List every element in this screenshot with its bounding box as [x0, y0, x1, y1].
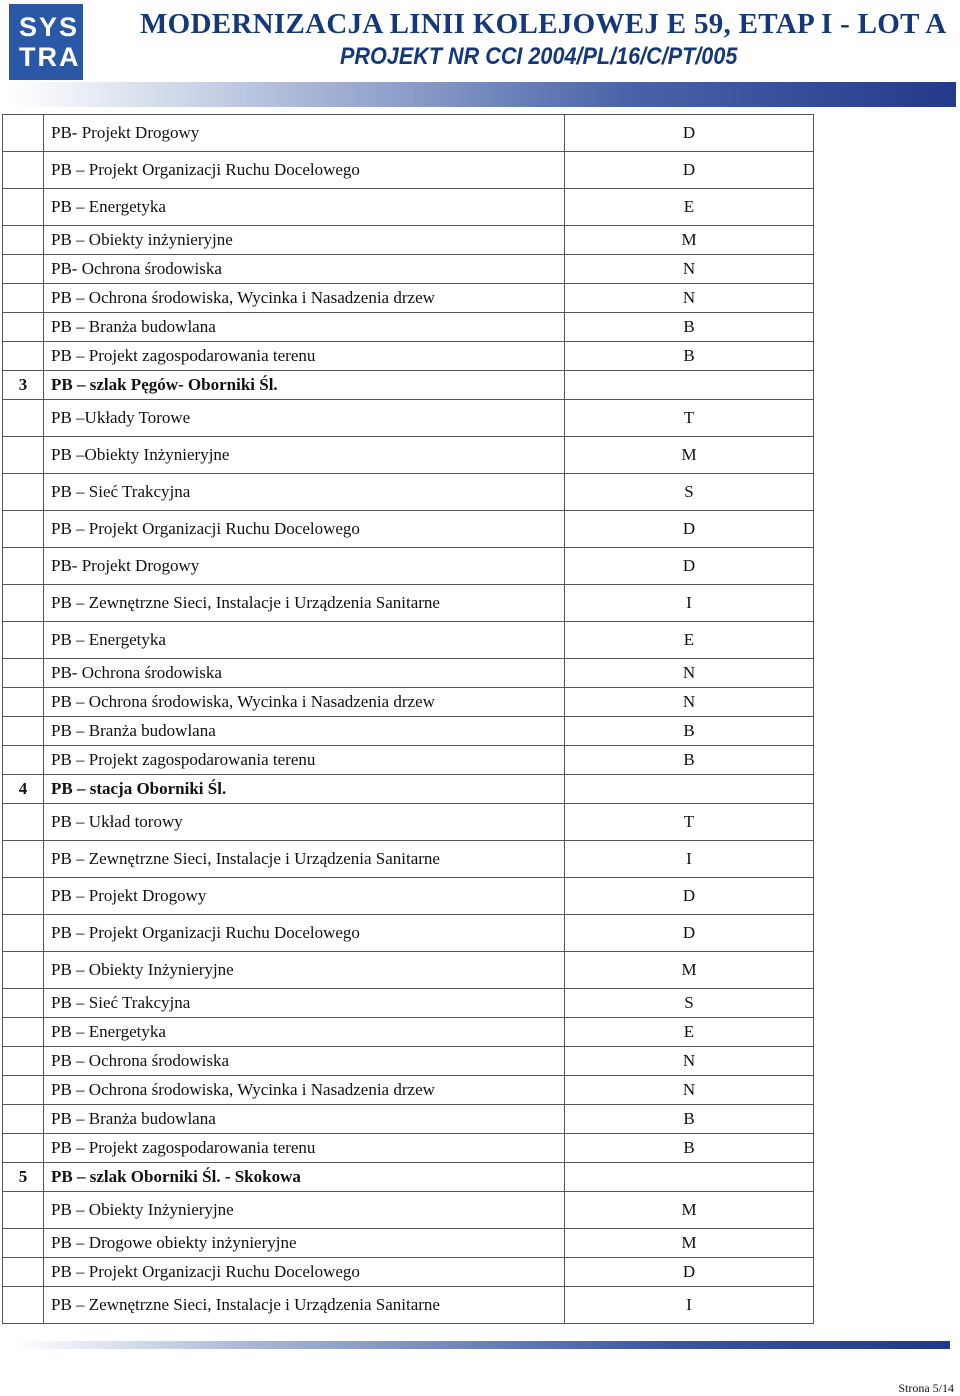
- branch-code-cell: I: [565, 841, 814, 878]
- table-row: [3, 804, 814, 841]
- branch-code-cell: N: [565, 659, 814, 688]
- branch-code-cell: B: [565, 313, 814, 342]
- branch-code-cell: [565, 1163, 814, 1192]
- row-number-cell: [3, 1192, 44, 1229]
- document-name-cell: PB – Sieć Trakcyjna: [44, 989, 565, 1018]
- row-number-cell: [3, 1047, 44, 1076]
- document-name-cell: PB – Projekt zagospodarowania terenu: [44, 746, 565, 775]
- row-number-cell: 4: [3, 775, 44, 804]
- document-name-cell: PB – Projekt Drogowy: [44, 878, 565, 915]
- row-number-cell: [3, 226, 44, 255]
- section-header-row: [3, 1163, 814, 1192]
- document-name-cell: PB – Energetyka: [44, 622, 565, 659]
- document-name-cell: PB – Układ torowy: [44, 804, 565, 841]
- branch-code-cell: S: [565, 989, 814, 1018]
- branch-code-cell: S: [565, 474, 814, 511]
- table-row: [3, 284, 814, 313]
- document-name-cell: PB – Ochrona środowiska, Wycinka i Nasadzenia drzew: [44, 688, 565, 717]
- row-number-cell: [3, 1229, 44, 1258]
- branch-code-cell: D: [565, 915, 814, 952]
- table-row: [3, 342, 814, 371]
- row-number-cell: [3, 342, 44, 371]
- document-name-cell: PB – szlak Pęgów- Oborniki Śl.: [44, 371, 565, 400]
- branch-code-cell: B: [565, 717, 814, 746]
- document-list-table: [2, 114, 814, 1324]
- footer-gradient-bar: [14, 1341, 950, 1349]
- row-number-cell: [3, 622, 44, 659]
- row-number-cell: [3, 915, 44, 952]
- row-number-cell: [3, 400, 44, 437]
- table-row: [3, 989, 814, 1018]
- branch-code-cell: M: [565, 1229, 814, 1258]
- document-name-cell: PB – stacja Oborniki Śl.: [44, 775, 565, 804]
- table-row: [3, 1229, 814, 1258]
- project-number: PROJEKT NR CCI 2004/PL/16/C/PT/005: [340, 43, 738, 70]
- row-number-cell: [3, 746, 44, 775]
- row-number-cell: [3, 1076, 44, 1105]
- table-row: [3, 1192, 814, 1229]
- document-name-cell: PB – Drogowe obiekty inżynieryjne: [44, 1229, 565, 1258]
- document-name-cell: PB – Branża budowlana: [44, 717, 565, 746]
- document-name-cell: PB – Energetyka: [44, 189, 565, 226]
- row-number-cell: [3, 255, 44, 284]
- table-row: [3, 1105, 814, 1134]
- branch-code-cell: M: [565, 226, 814, 255]
- row-number-cell: [3, 437, 44, 474]
- table-row: [3, 255, 814, 284]
- header-gradient-bar: [10, 82, 956, 107]
- document-name-cell: PB – Projekt Organizacji Ruchu Docelowego: [44, 511, 565, 548]
- table-row: [3, 189, 814, 226]
- branch-code-cell: N: [565, 1076, 814, 1105]
- table-row: [3, 437, 814, 474]
- branch-code-cell: T: [565, 804, 814, 841]
- row-number-cell: [3, 1018, 44, 1047]
- table-row: [3, 717, 814, 746]
- table-row: [3, 622, 814, 659]
- branch-code-cell: N: [565, 688, 814, 717]
- table-row: [3, 226, 814, 255]
- table-row: [3, 878, 814, 915]
- document-name-cell: PB – Zewnętrzne Sieci, Instalacje i Urządzenia Sanitarne: [44, 841, 565, 878]
- branch-code-cell: [565, 775, 814, 804]
- document-name-cell: PB – Zewnętrzne Sieci, Instalacje i Urządzenia Sanitarne: [44, 585, 565, 622]
- table-row: [3, 511, 814, 548]
- branch-code-cell: M: [565, 1192, 814, 1229]
- document-title: MODERNIZACJA LINII KOLEJOWEJ E 59, ETAP I - LOT A: [140, 8, 947, 40]
- branch-code-cell: N: [565, 255, 814, 284]
- branch-code-cell: D: [565, 878, 814, 915]
- branch-code-cell: D: [565, 115, 814, 152]
- branch-code-cell: D: [565, 548, 814, 585]
- branch-code-cell: D: [565, 511, 814, 548]
- branch-code-cell: B: [565, 746, 814, 775]
- table-row: [3, 688, 814, 717]
- row-number-cell: [3, 284, 44, 313]
- row-number-cell: [3, 474, 44, 511]
- row-number-cell: [3, 152, 44, 189]
- branch-code-cell: [565, 371, 814, 400]
- table-row: [3, 1047, 814, 1076]
- document-name-cell: PB- Projekt Drogowy: [44, 115, 565, 152]
- row-number-cell: [3, 511, 44, 548]
- row-number-cell: [3, 585, 44, 622]
- document-name-cell: PB – Projekt Organizacji Ruchu Docelowego: [44, 1258, 565, 1287]
- row-number-cell: [3, 659, 44, 688]
- table-row: [3, 1018, 814, 1047]
- branch-code-cell: N: [565, 1047, 814, 1076]
- document-name-cell: PB – Obiekty inżynieryjne: [44, 226, 565, 255]
- branch-code-cell: E: [565, 622, 814, 659]
- document-name-cell: PB- Ochrona środowiska: [44, 255, 565, 284]
- branch-code-cell: B: [565, 1134, 814, 1163]
- document-name-cell: PB- Ochrona środowiska: [44, 659, 565, 688]
- logo-line-2: TRA: [19, 42, 81, 72]
- row-number-cell: [3, 952, 44, 989]
- branch-code-cell: D: [565, 152, 814, 189]
- row-number-cell: [3, 189, 44, 226]
- document-name-cell: PB – Projekt Organizacji Ruchu Docelowego: [44, 915, 565, 952]
- table-row: [3, 1134, 814, 1163]
- document-name-cell: PB – Ochrona środowiska, Wycinka i Nasadzenia drzew: [44, 1076, 565, 1105]
- table-row: [3, 659, 814, 688]
- table-row: [3, 474, 814, 511]
- table-row: [3, 585, 814, 622]
- row-number-cell: [3, 841, 44, 878]
- document-name-cell: PB – Obiekty Inżynieryjne: [44, 952, 565, 989]
- branch-code-cell: T: [565, 400, 814, 437]
- document-name-cell: PB – Branża budowlana: [44, 1105, 565, 1134]
- page-number: Strona 5/14: [898, 1381, 954, 1395]
- branch-code-cell: I: [565, 1287, 814, 1324]
- branch-code-cell: D: [565, 1258, 814, 1287]
- table-row: [3, 952, 814, 989]
- table-row: [3, 1076, 814, 1105]
- document-name-cell: PB – Zewnętrzne Sieci, Instalacje i Urządzenia Sanitarne: [44, 1287, 565, 1324]
- table-row: [3, 548, 814, 585]
- table-row: [3, 1258, 814, 1287]
- branch-code-cell: M: [565, 437, 814, 474]
- document-name-cell: PB – Ochrona środowiska: [44, 1047, 565, 1076]
- document-name-cell: PB – Energetyka: [44, 1018, 565, 1047]
- row-number-cell: [3, 1105, 44, 1134]
- table-row: [3, 1287, 814, 1324]
- row-number-cell: [3, 878, 44, 915]
- row-number-cell: [3, 1134, 44, 1163]
- table-body: [3, 115, 814, 1324]
- systra-logo: [9, 4, 83, 80]
- document-name-cell: PB – Projekt zagospodarowania terenu: [44, 342, 565, 371]
- document-name-cell: PB – Sieć Trakcyjna: [44, 474, 565, 511]
- document-name-cell: PB –Obiekty Inżynieryjne: [44, 437, 565, 474]
- row-number-cell: [3, 115, 44, 152]
- row-number-cell: 5: [3, 1163, 44, 1192]
- table-row: [3, 746, 814, 775]
- branch-code-cell: B: [565, 342, 814, 371]
- row-number-cell: [3, 313, 44, 342]
- branch-code-cell: B: [565, 1105, 814, 1134]
- row-number-cell: 3: [3, 371, 44, 400]
- branch-code-cell: E: [565, 1018, 814, 1047]
- document-name-cell: PB –Układy Torowe: [44, 400, 565, 437]
- table-row: [3, 915, 814, 952]
- table-row: [3, 152, 814, 189]
- section-header-row: [3, 371, 814, 400]
- row-number-cell: [3, 989, 44, 1018]
- row-number-cell: [3, 717, 44, 746]
- section-header-row: [3, 775, 814, 804]
- table-row: [3, 313, 814, 342]
- table-row: [3, 841, 814, 878]
- row-number-cell: [3, 688, 44, 717]
- branch-code-cell: E: [565, 189, 814, 226]
- document-name-cell: PB – szlak Oborniki Śl. - Skokowa: [44, 1163, 565, 1192]
- branch-code-cell: N: [565, 284, 814, 313]
- row-number-cell: [3, 548, 44, 585]
- row-number-cell: [3, 1287, 44, 1324]
- table-row: [3, 115, 814, 152]
- document-name-cell: PB – Projekt Organizacji Ruchu Docelowego: [44, 152, 565, 189]
- branch-code-cell: M: [565, 952, 814, 989]
- document-name-cell: PB – Obiekty Inżynieryjne: [44, 1192, 565, 1229]
- document-name-cell: PB – Branża budowlana: [44, 313, 565, 342]
- document-name-cell: PB – Ochrona środowiska, Wycinka i Nasadzenia drzew: [44, 284, 565, 313]
- row-number-cell: [3, 1258, 44, 1287]
- logo-line-1: SYS: [19, 12, 80, 42]
- row-number-cell: [3, 804, 44, 841]
- document-name-cell: PB – Projekt zagospodarowania terenu: [44, 1134, 565, 1163]
- table-row: [3, 400, 814, 437]
- branch-code-cell: I: [565, 585, 814, 622]
- document-name-cell: PB- Projekt Drogowy: [44, 548, 565, 585]
